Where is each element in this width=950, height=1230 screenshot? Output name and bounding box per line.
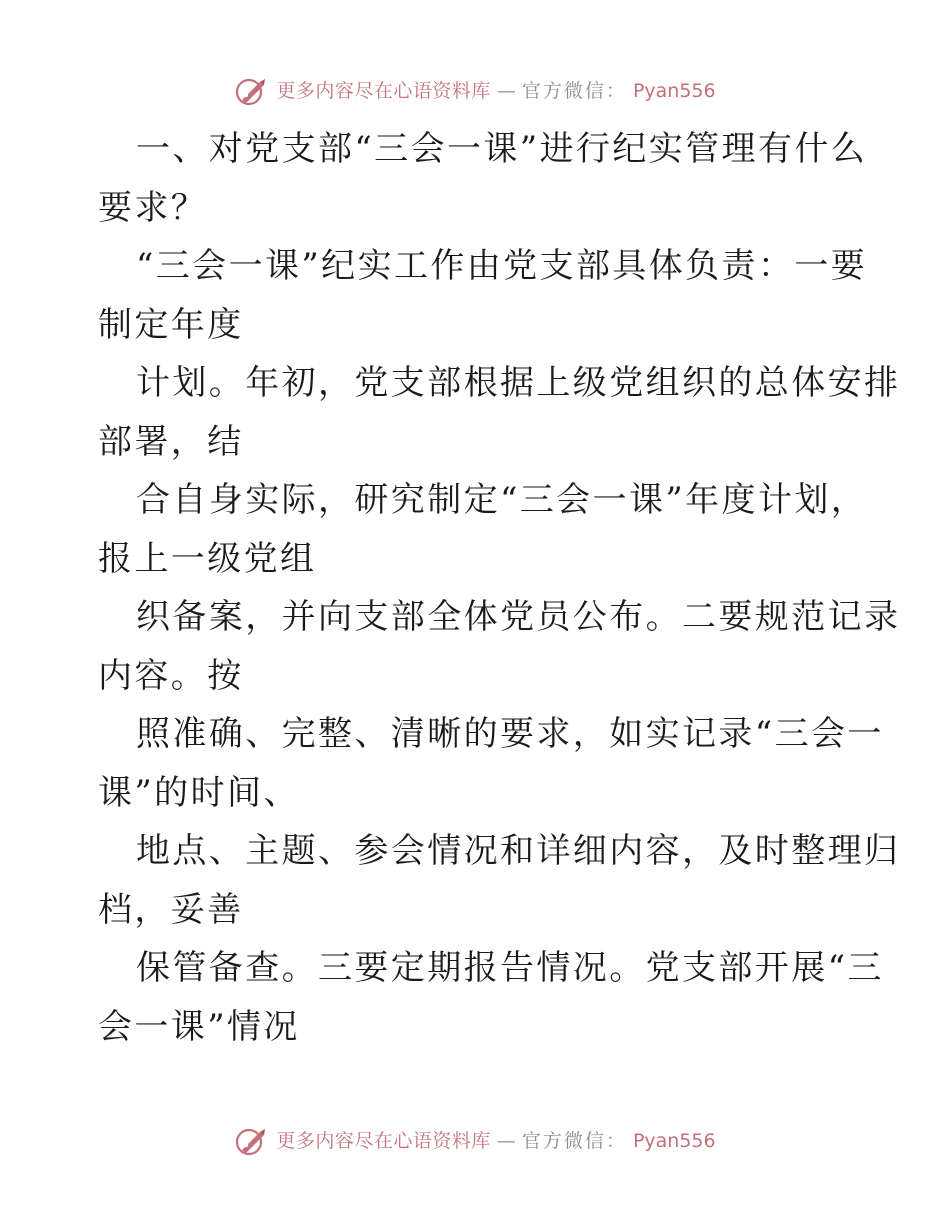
paragraph-line: 课”的时间、: [98, 772, 300, 813]
question-heading-line-1: 一、对党支部“三会一课”进行纪实管理有什么: [136, 129, 868, 169]
watermark-site-name: 更多内容尽在心语资料库: [276, 80, 491, 102]
paragraph-line: “三会一课”纪实工作由党支部具体负责：一要: [136, 246, 868, 286]
paragraph-line: 制定年度: [98, 304, 244, 345]
paragraph-line: 部署，结: [98, 421, 244, 462]
watermark-site-name: 更多内容尽在心语资料库: [276, 1130, 491, 1152]
watermark-dash: —: [496, 1130, 516, 1152]
document-body: [98, 120, 901, 1056]
watermark-wechat-label: 官方微信：: [521, 1130, 627, 1152]
watermark-wechat-id: Pyan556: [632, 80, 716, 102]
watermark-wechat-label: 官方微信：: [521, 80, 627, 102]
paragraph-line: 地点、主题、参会情况和详细内容，及时整理归: [136, 831, 901, 871]
paragraph-line: 合自身实际，研究制定“三会一课”年度计划，: [136, 480, 868, 520]
paragraph-line: 照准确、完整、清晰的要求，如实记录“三会一: [136, 714, 884, 754]
watermark-wechat-id: Pyan556: [632, 1130, 716, 1152]
header-watermark: [0, 76, 950, 106]
paragraph-line: 计划。年初，党支部根据上级党组织的总体安排: [136, 363, 901, 403]
question-heading-line-2: 要求？: [98, 187, 208, 228]
watermark-dash: —: [496, 80, 516, 102]
paragraph-line: 织备案，并向支部全体党员公布。二要规范记录: [136, 597, 901, 637]
footer-watermark: [0, 1126, 950, 1156]
paragraph-line: 内容。按: [98, 655, 244, 696]
paragraph-line: 保管备查。三要定期报告情况。党支部开展“三: [136, 948, 884, 988]
paragraph-line: 会一课”情况: [98, 1006, 300, 1047]
pen-logo-icon: [234, 76, 270, 106]
paragraph-line: 报上一级党组: [98, 538, 317, 579]
pen-logo-icon: [234, 1126, 270, 1156]
paragraph-line: 档，妥善: [98, 889, 244, 930]
